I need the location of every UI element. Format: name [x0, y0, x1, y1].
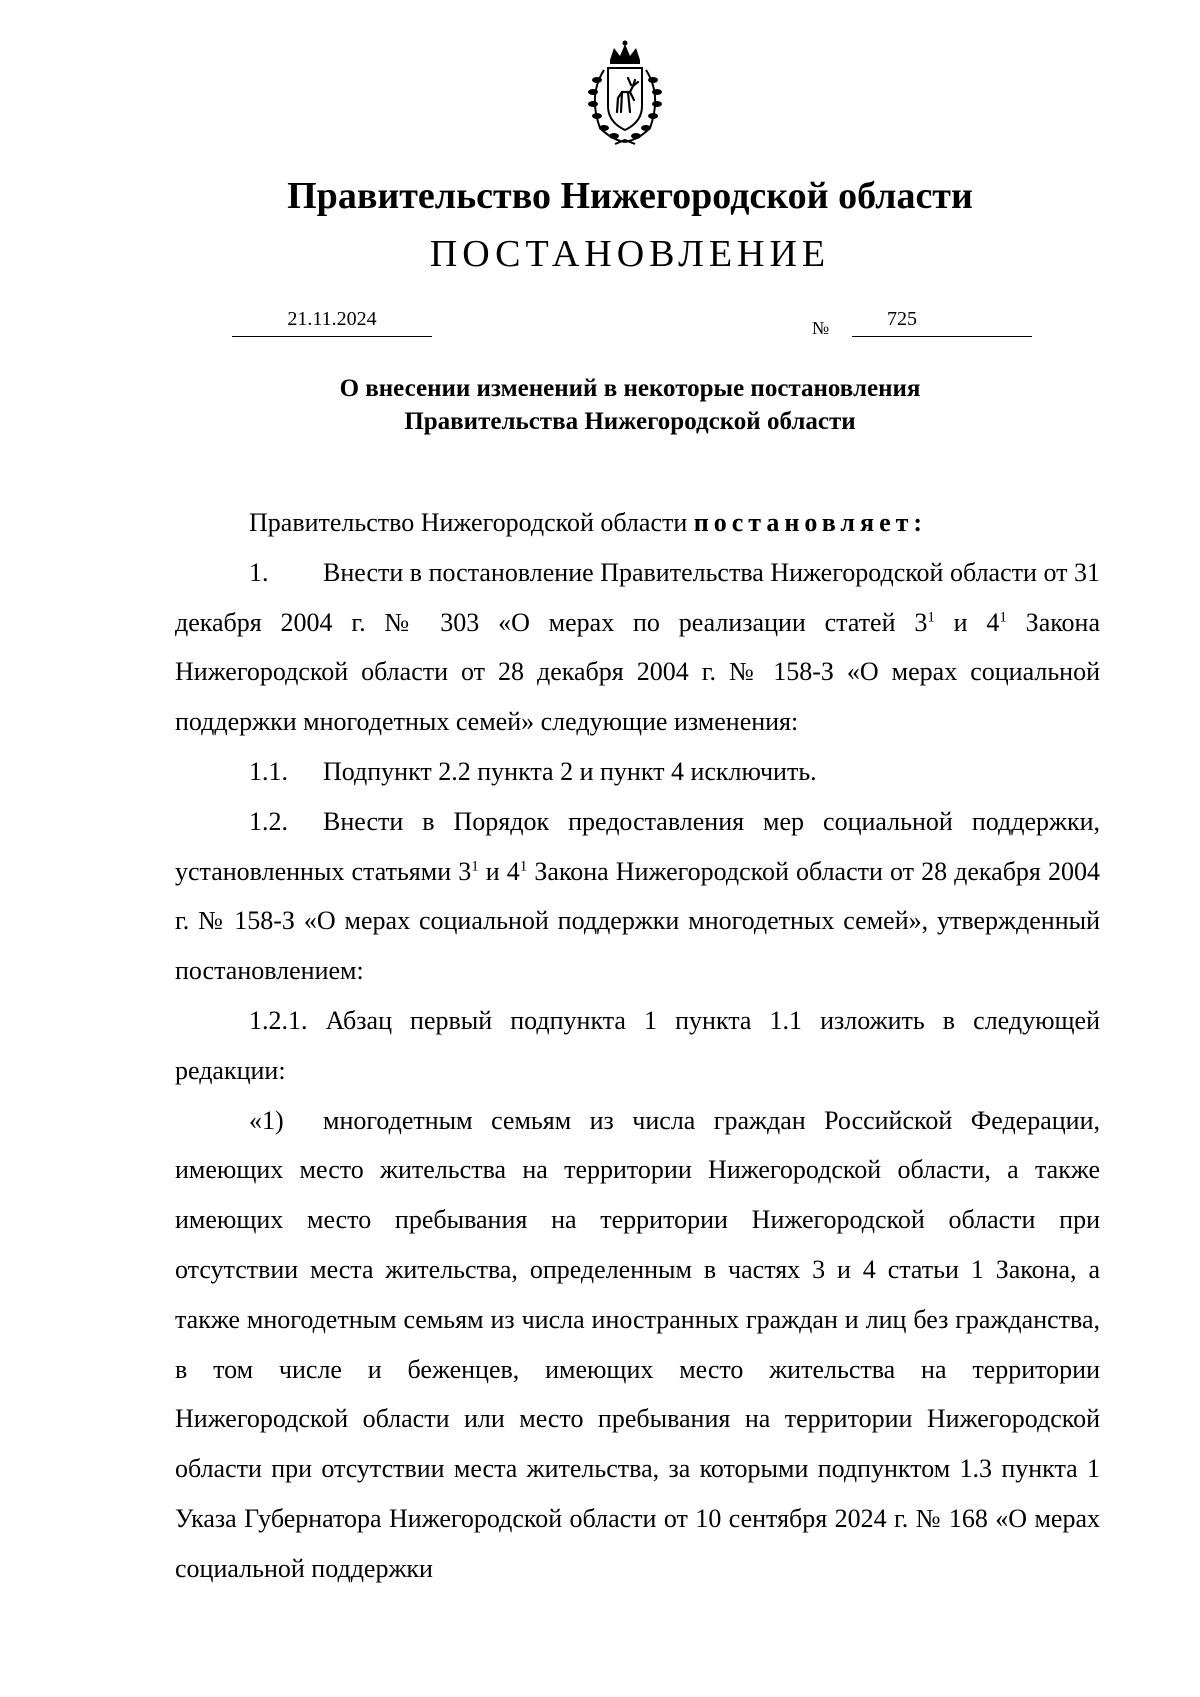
- preamble: [175, 498, 1100, 548]
- paragraph-1: [175, 548, 1100, 747]
- paragraph-1-2-1: 1.2.1. Абзац первый подпункта 1 пункта 1.1 изложить в следующей редакции:: [175, 1005, 1100, 1085]
- paragraph-1-text-b: и 4: [934, 607, 1000, 637]
- paragraph-1-2-text-c: Закона Нижегородской области от 28 декабря 2004 г. № 158-З «О мерах социальной поддержки многодетных семей», утвержденный постановлением:: [175, 856, 1100, 986]
- preamble-decree-word: постановляет:: [693, 508, 928, 537]
- paragraph-1-text-a: Внести в постановление Правительства Нижегородской области от 31 декабря 2004 г. № 303 «О мерах по реализации статей 3: [175, 557, 1100, 637]
- superscript: 1: [999, 608, 1007, 625]
- number-underline: [852, 336, 1032, 337]
- paragraph-1-number: 1.: [249, 557, 269, 587]
- paragraph-1-1: [175, 747, 1100, 797]
- paragraph-1-2-text-a: Внести в Порядок предоставления мер социальной поддержки, установленных статьями 3: [175, 806, 1100, 886]
- document-date: 21.11.2024: [287, 308, 377, 330]
- title-line-1: О внесении изменений в некоторые постановления: [339, 375, 921, 402]
- superscript: 1: [927, 608, 935, 625]
- paragraph-1-text-c: Закона Нижегородской области от 28 декабря 2004 г. № 158-З «О мерах социальной поддержки многодетных семей» следующие изменения:: [175, 607, 1100, 737]
- title-line-2: Правительства Нижегородской области: [404, 408, 856, 435]
- paragraph-1-1-number: 1.1.: [249, 756, 288, 786]
- organization-name: Правительство Нижегородской области: [287, 175, 973, 217]
- preamble-text: Правительство Нижегородской области: [249, 508, 694, 537]
- coat-of-arms-emblem: [570, 40, 680, 150]
- superscript: 1: [519, 857, 528, 874]
- quoted-paragraph-text: многодетным семьям из числа граждан Российской Федерации, имеющих место жительства на территории Нижегородской области, а также имеющих место пребывания на территории Нижегородской области при отсутствии места жительства, определенным в частях 3 и 4 статьи 1 Закона, а также многодетным семьям из числа иностранных граждан и лиц без гражданства, в том числе и беженцев, имеющих место жительства на территории Нижегородской области или место пребывания на территории Нижегородской области при отсутствии места жительства, за которыми подпунктом 1.3 пункта 1 Указа Губернатора Нижегородской области от 10 сентября 2024 г. № 168 «О мерах социальной поддержки: [175, 1105, 1100, 1583]
- number-sign: №: [812, 318, 830, 338]
- document-number: 725: [887, 308, 917, 330]
- paragraph-1-2-text-b: и 4: [478, 856, 520, 886]
- paragraph-1-2-number: 1.2.: [249, 806, 288, 836]
- superscript: 1: [471, 857, 479, 874]
- paragraph-1-2: [175, 797, 1100, 996]
- quoted-paragraph: [175, 1096, 1100, 1594]
- quoted-paragraph-number: «1): [249, 1105, 284, 1135]
- document-title: [0, 372, 1200, 438]
- document-body: [175, 498, 1100, 1594]
- paragraph-1-1-text: Подпункт 2.2 пункта 2 и пункт 4 исключить.: [323, 756, 817, 786]
- date-underline: [232, 336, 432, 337]
- document-type: ПОСТАНОВЛЕНИЕ: [429, 233, 831, 275]
